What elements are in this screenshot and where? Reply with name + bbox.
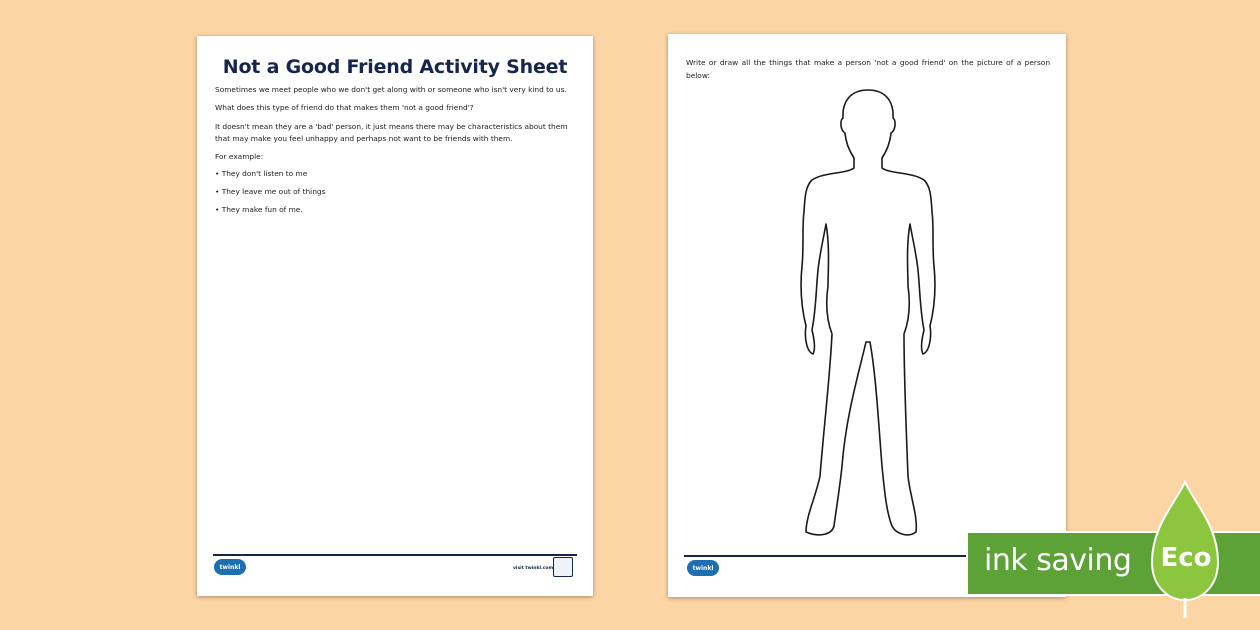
activity-sheet-page-2 (668, 34, 1066, 597)
eco-badge-label: Eco (1160, 543, 1212, 573)
question-paragraph: What does this type of friend do that makes them 'not a good friend'? (215, 103, 474, 112)
ink-saving-label: ink saving (984, 543, 1132, 578)
quality-badge-icon (553, 557, 573, 577)
activity-sheet-page-1 (197, 36, 593, 596)
example-heading: For example: (215, 152, 264, 161)
twinkl-logo: twinkl (214, 559, 246, 575)
sheet-title: Not a Good Friend Activity Sheet (222, 56, 568, 78)
intro-paragraph: Sometimes we meet people who we don't get along with or someone who isn't very kind to us. (215, 85, 567, 94)
footer-link[interactable]: visit twinkl.com (513, 566, 554, 571)
twinkl-logo: twinkl (687, 560, 719, 576)
person-outline-icon (780, 86, 956, 552)
example-bullet: • They don't listen to me (215, 169, 308, 178)
footer-divider (213, 554, 577, 556)
example-bullet: • They leave me out of things (215, 187, 326, 196)
drawing-instruction: Write or draw all the things that make a person 'not a good friend' on the picture of a person below: (686, 58, 1050, 80)
example-bullet: • They make fun of me. (215, 205, 303, 214)
explanation-paragraph: It doesn't mean they are a 'bad' person, it just means there may be characteristics about them that may make you feel unhappy and perhaps not want to be friends with them. (215, 122, 568, 143)
